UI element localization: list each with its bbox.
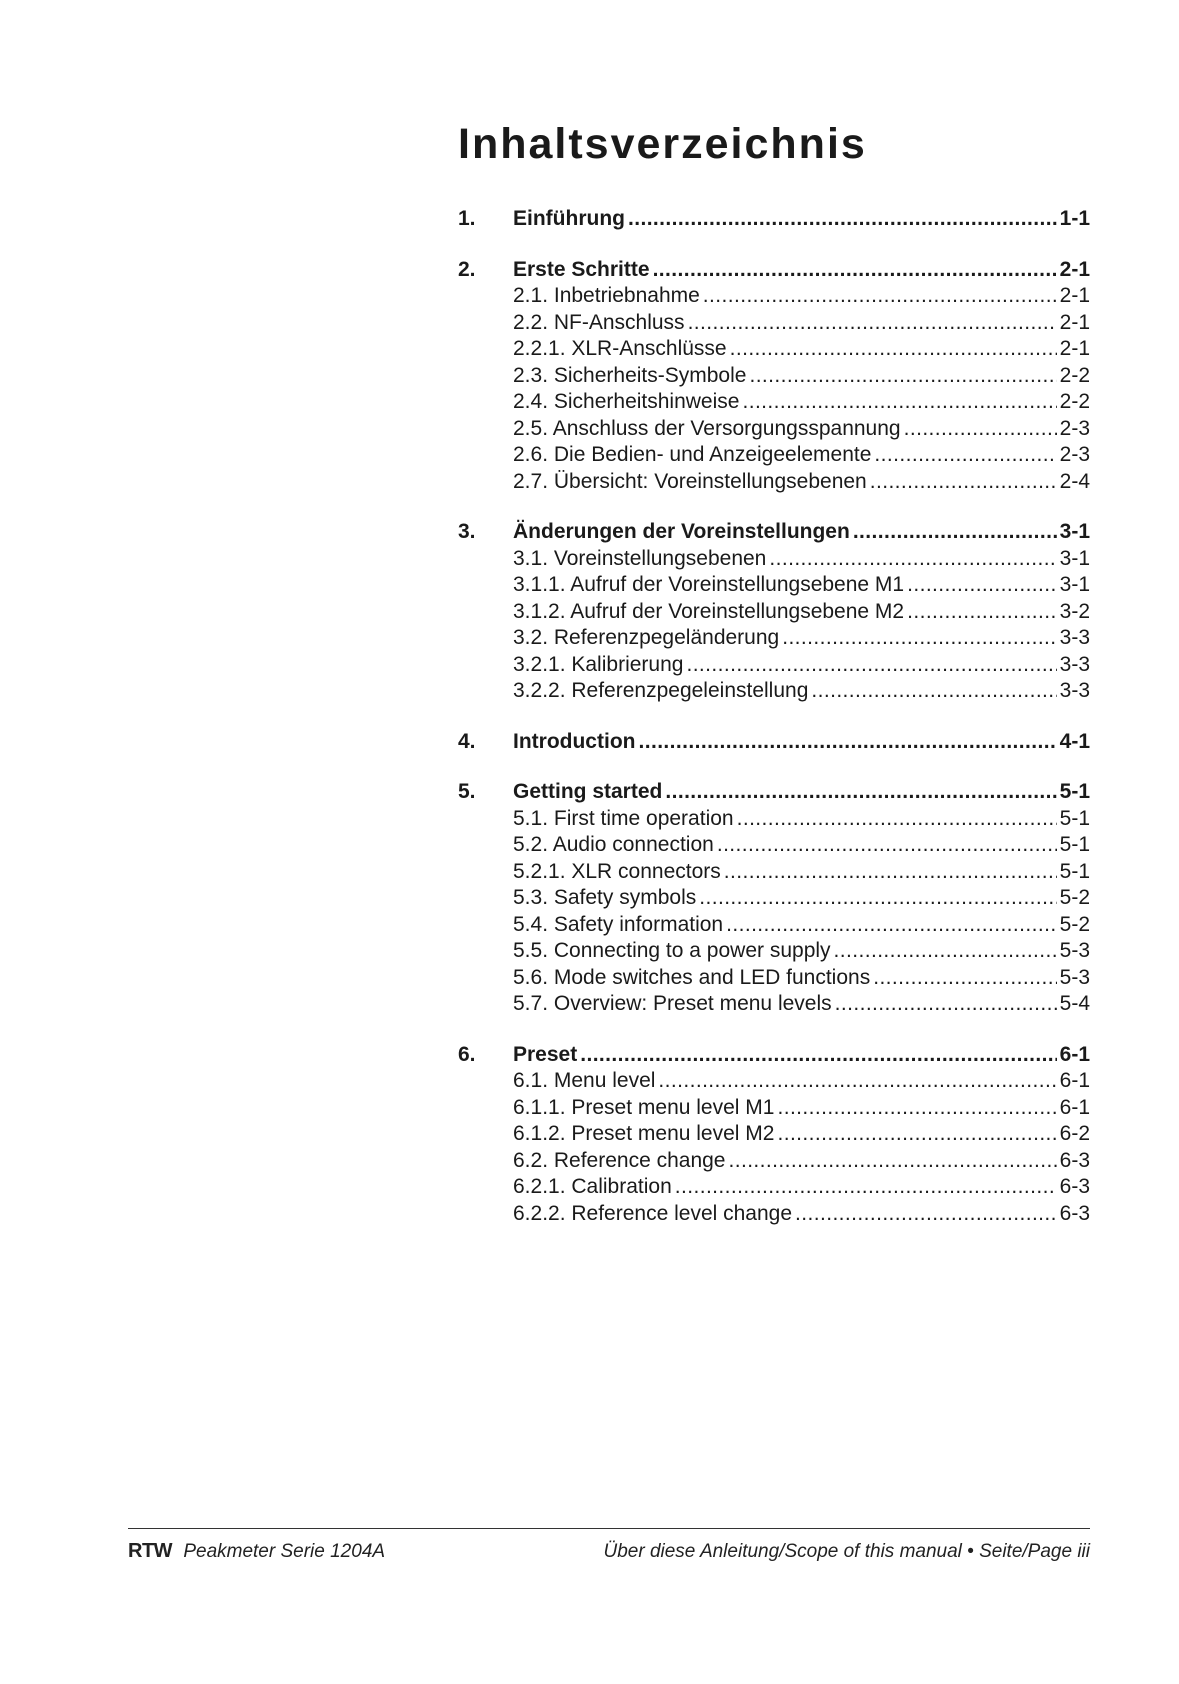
toc-dot-leader (907, 572, 1057, 599)
toc-entry-title: 5.7. Overview: Preset menu levels (513, 992, 832, 1015)
toc-dot-leader (873, 965, 1056, 992)
toc-entry-row (458, 859, 1090, 886)
toc-entry-row (458, 572, 1090, 599)
toc-section (458, 206, 1090, 233)
toc-entry-title: 5.2. Audio connection (513, 833, 714, 856)
toc-section-title: Getting started (513, 780, 663, 803)
toc-entry-title: 3.2.2. Referenzpegeleinstellung (513, 679, 809, 702)
toc-entry-title: 3.1.2. Aufruf der Voreinstellungsebene M2 (513, 599, 905, 623)
toc-entry-title: 6.1. Menu level (513, 1069, 656, 1092)
toc-entry-row (458, 806, 1090, 833)
toc-entry-title: 5.3. Safety symbols (513, 886, 697, 909)
page-footer (128, 1540, 1090, 1563)
toc-entry-title: 3.2. Referenzpegeländerung (513, 626, 780, 649)
toc-section (458, 729, 1090, 756)
toc-page-number: 5-2 (1059, 912, 1090, 936)
toc-page-number: 2-1 (1059, 284, 1090, 307)
toc-page-number: 3-3 (1059, 679, 1090, 702)
toc-section-number: 5. (458, 780, 476, 803)
toc-entry-title: 5.2.1. XLR connectors (513, 859, 721, 883)
toc-section-title: Einführung (513, 207, 625, 230)
toc-page-number: 3-1 (1059, 573, 1090, 596)
toc-section-number: 3. (458, 520, 476, 543)
toc-entry-title: 6.2.1. Calibration (513, 1175, 672, 1198)
toc-dot-leader (749, 363, 1056, 390)
toc-dot-leader (726, 912, 1057, 939)
toc-page-number: 6-2 (1059, 1122, 1090, 1145)
toc-dot-leader (835, 991, 1057, 1018)
toc-dot-leader (782, 625, 1056, 652)
toc-entry-title: 2.2.1. XLR-Anschlüsse (513, 337, 727, 360)
toc-dot-leader (724, 859, 1057, 886)
toc-entry-title: 2.1. Inbetriebnahme (513, 284, 700, 307)
toc-section-number: 6. (458, 1042, 476, 1066)
toc-dot-leader (580, 1042, 1056, 1069)
toc-dot-leader (811, 678, 1056, 705)
toc-page-number: 5-1 (1059, 859, 1090, 883)
toc-dot-leader (795, 1201, 1057, 1228)
footer-product: Peakmeter Serie 1204A (183, 1541, 386, 1562)
toc-entry-row (458, 832, 1090, 859)
toc-dot-leader (834, 938, 1057, 965)
toc-page-number: 6-1 (1059, 1042, 1090, 1066)
toc-entry-row (458, 991, 1090, 1018)
toc-page-number: 2-3 (1059, 443, 1090, 466)
toc-entry-title: 5.1. First time operation (513, 806, 734, 830)
footer-right: Über diese Anleitung/Scope of this manual • Seite/Page iii (603, 1541, 1090, 1562)
brand-logo: RTW (128, 1540, 173, 1562)
toc-dot-leader (870, 469, 1057, 496)
toc-page-number: 6-1 (1059, 1069, 1090, 1092)
toc-dot-leader (638, 729, 1056, 756)
toc-dot-leader (730, 336, 1057, 363)
toc-page-number: 6-1 (1059, 1095, 1090, 1119)
toc-page-number: 2-4 (1059, 469, 1090, 493)
toc-entry-row (458, 652, 1090, 679)
toc-section (458, 519, 1090, 705)
toc-heading-row (458, 729, 1090, 756)
toc-page-number: 3-2 (1059, 599, 1090, 623)
toc-dot-leader (717, 832, 1057, 859)
toc-page-number: 6-3 (1059, 1175, 1090, 1198)
toc-entry-title: 5.6. Mode switches and LED functions (513, 965, 871, 989)
toc-page-number: 5-1 (1059, 806, 1090, 830)
toc-dot-leader (688, 310, 1057, 337)
toc-entry-title: 6.1.2. Preset menu level M2 (513, 1122, 775, 1145)
toc-page-number: 2-3 (1059, 416, 1090, 440)
toc-dot-leader (728, 1148, 1056, 1175)
toc-dot-leader (742, 389, 1056, 416)
toc-dot-leader (907, 599, 1057, 626)
toc-dot-leader (686, 652, 1056, 679)
page-title: Inhaltsverzeichnis (458, 120, 867, 168)
toc-page-number: 2-2 (1059, 390, 1090, 413)
toc-entry-title: 6.1.1. Preset menu level M1 (513, 1095, 775, 1119)
toc-entry-row (458, 416, 1090, 443)
toc-page-number: 3-3 (1059, 626, 1090, 649)
toc-section-number: 4. (458, 729, 476, 753)
toc-dot-leader (777, 1095, 1056, 1122)
toc-dot-leader (665, 779, 1056, 806)
toc-entry-title: 5.4. Safety information (513, 912, 724, 936)
toc-entry-row (458, 938, 1090, 965)
toc-entry-row (458, 283, 1090, 310)
toc-dot-leader (853, 519, 1057, 546)
toc-entry-row (458, 912, 1090, 939)
toc-page-number: 5-3 (1059, 965, 1090, 989)
toc-entry-row (458, 1095, 1090, 1122)
toc-page-number: 2-1 (1059, 310, 1090, 334)
toc-dot-leader (904, 416, 1057, 443)
toc-entry-row (458, 965, 1090, 992)
toc-page-number: 2-2 (1059, 363, 1090, 387)
toc-entry-title: 3.1.1. Aufruf der Voreinstellungsebene M1 (513, 573, 905, 596)
toc-entry-row (458, 885, 1090, 912)
toc-heading-row (458, 1042, 1090, 1069)
toc-page-number: 5-2 (1059, 886, 1090, 909)
toc-entry-row (458, 1068, 1090, 1095)
toc-entry-row (458, 336, 1090, 363)
toc-entry-row (458, 546, 1090, 573)
toc-entry-row (458, 310, 1090, 337)
toc-section-number: 2. (458, 257, 476, 281)
toc-entry-row (458, 442, 1090, 469)
toc-entry-row (458, 678, 1090, 705)
toc-page-number: 1-1 (1059, 207, 1090, 230)
toc-section (458, 779, 1090, 1018)
toc-section (458, 1042, 1090, 1228)
toc-entry-title: 3.1. Voreinstellungsebenen (513, 546, 767, 570)
toc-dot-leader (675, 1174, 1057, 1201)
toc-entry-row (458, 1201, 1090, 1228)
toc-heading-row (458, 519, 1090, 546)
toc-heading-row (458, 779, 1090, 806)
toc-page-number: 5-4 (1059, 992, 1090, 1015)
toc-entry-title: 2.5. Anschluss der Versorgungsspannung (513, 416, 901, 440)
toc-entry-row (458, 1148, 1090, 1175)
toc-dot-leader (699, 885, 1056, 912)
table-of-contents (458, 206, 1090, 1251)
toc-dot-leader (769, 546, 1056, 573)
toc-dot-leader (777, 1121, 1056, 1148)
footer-divider (128, 1528, 1090, 1529)
toc-page-number: 5-1 (1059, 780, 1090, 803)
toc-page-number: 2-1 (1059, 337, 1090, 360)
toc-entry-title: 2.6. Die Bedien- und Anzeigeelemente (513, 443, 872, 466)
toc-dot-leader (653, 257, 1057, 284)
toc-page-number: 6-3 (1059, 1148, 1090, 1172)
toc-entry-title: 5.5. Connecting to a power supply (513, 939, 831, 962)
toc-page-number: 5-1 (1059, 833, 1090, 856)
toc-page-number: 3-3 (1059, 652, 1090, 676)
toc-entry-row (458, 389, 1090, 416)
toc-entry-row (458, 1174, 1090, 1201)
toc-entry-title: 2.2. NF-Anschluss (513, 310, 685, 334)
toc-entry-title: 2.4. Sicherheitshinweise (513, 390, 740, 413)
footer-left (128, 1540, 385, 1563)
toc-entry-row (458, 599, 1090, 626)
toc-section-number: 1. (458, 207, 476, 230)
toc-dot-leader (874, 442, 1056, 469)
toc-entry-row (458, 625, 1090, 652)
toc-entry-title: 2.3. Sicherheits-Symbole (513, 363, 747, 387)
toc-page-number: 3-1 (1059, 520, 1090, 543)
toc-entry-title: 2.7. Übersicht: Voreinstellungsebenen (513, 469, 867, 493)
toc-page-number: 2-1 (1059, 257, 1090, 281)
toc-section (458, 257, 1090, 496)
toc-page-number: 4-1 (1059, 729, 1090, 753)
toc-entry-title: 3.2.1. Kalibrierung (513, 652, 684, 676)
toc-section-title: Änderungen der Voreinstellungen (513, 520, 850, 543)
toc-page-number: 6-3 (1059, 1201, 1090, 1225)
toc-entry-row (458, 469, 1090, 496)
toc-entry-title: 6.2. Reference change (513, 1148, 726, 1172)
toc-section-title: Preset (513, 1042, 578, 1066)
toc-section-title: Erste Schritte (513, 257, 650, 281)
toc-heading-row (458, 206, 1090, 233)
toc-entry-row (458, 1121, 1090, 1148)
toc-dot-leader (703, 283, 1057, 310)
toc-dot-leader (658, 1068, 1056, 1095)
toc-dot-leader (628, 206, 1057, 233)
toc-page-number: 3-1 (1059, 546, 1090, 570)
toc-section-title: Introduction (513, 729, 636, 753)
toc-entry-title: 6.2.2. Reference level change (513, 1201, 793, 1225)
toc-dot-leader (737, 806, 1057, 833)
toc-heading-row (458, 257, 1090, 284)
toc-entry-row (458, 363, 1090, 390)
toc-page-number: 5-3 (1059, 939, 1090, 962)
